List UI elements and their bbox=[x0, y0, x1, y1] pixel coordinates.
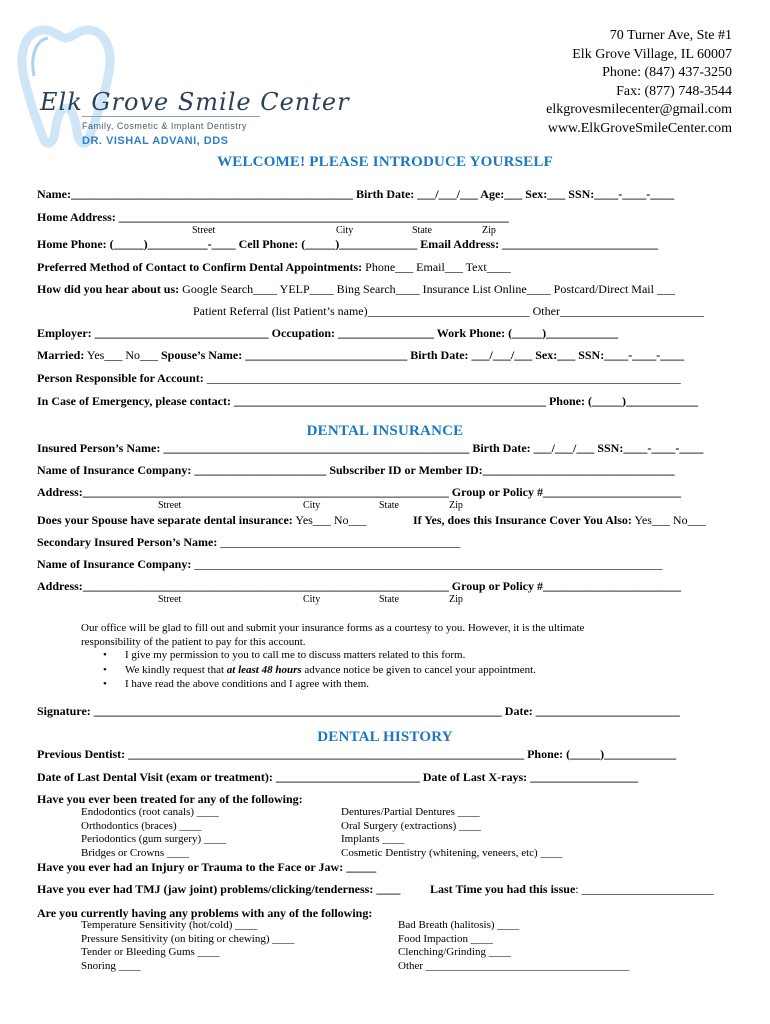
referral-source-row[interactable] bbox=[37, 282, 675, 297]
ins-address2-sublabel-city: City bbox=[303, 594, 321, 605]
ins-address2-sublabel-street: Street bbox=[158, 594, 182, 605]
injury-row[interactable]: Have you ever had an Injury or Trauma to the Face or Jaw: _____ bbox=[37, 860, 377, 874]
bullet2-post: advance notice be given to cancel your appointment. bbox=[301, 663, 536, 676]
contact-method-row[interactable] bbox=[37, 260, 511, 275]
practice-address bbox=[546, 27, 732, 138]
emergency-contact-row[interactable]: In Case of Emergency, please contact: ____________________________________________________ Phone: (_____)____________ bbox=[37, 394, 698, 408]
spouse-insurance-options[interactable]: Yes___ No___ bbox=[292, 513, 367, 527]
address-sublabel-street: Street bbox=[192, 225, 216, 236]
address-sublabel-zip: Zip bbox=[482, 225, 496, 236]
tmj-last-time-label: Last Time you had this issue bbox=[430, 882, 576, 896]
married-options[interactable]: Yes___ No___ bbox=[84, 348, 158, 362]
problems-right-column[interactable] bbox=[398, 919, 629, 973]
responsible-label: Person Responsible for Account: bbox=[37, 371, 204, 385]
secondary-insured-label: Secondary Insured Person’s Name: bbox=[37, 535, 218, 549]
spouse-cover-row[interactable] bbox=[413, 513, 706, 528]
address-email: elkgrovesmilecenter@gmail.com bbox=[546, 102, 732, 117]
tmj-last-time-line[interactable]: : ______________________ bbox=[575, 882, 714, 896]
consent-bullets bbox=[81, 648, 536, 692]
bullet2-emphasis: at least 48 hours bbox=[226, 663, 302, 676]
logo-doctor: DR. VISHAL ADVANI, DDS bbox=[82, 135, 229, 147]
treated-dentures[interactable]: Dentures/Partial Dentures ____ bbox=[341, 806, 480, 818]
ins-address-sublabel-street: Street bbox=[158, 500, 182, 511]
spouse-insurance-question: Does your Spouse have separate dental insurance: bbox=[37, 513, 293, 527]
problem-gums[interactable]: Tender or Bleeding Gums ____ bbox=[81, 946, 220, 958]
insurance-title: DENTAL INSURANCE bbox=[306, 423, 464, 439]
responsible-account-row[interactable] bbox=[37, 371, 681, 386]
tmj-row[interactable]: Have you ever had TMJ (jaw joint) problems/clicking/tenderness: ____ bbox=[37, 882, 401, 896]
address-street: 70 Turner Ave, Ste #1 bbox=[609, 28, 732, 43]
ins-address2-sublabel-state: State bbox=[379, 594, 399, 605]
treated-periodontics[interactable]: Periodontics (gum surgery) ____ bbox=[81, 833, 226, 845]
tmj-last-time-row[interactable] bbox=[430, 882, 714, 897]
logo-divider bbox=[82, 116, 260, 117]
phones-email-row[interactable]: Home Phone: (_____)__________-____ Cell Phone: (_____)_____________ Email Address: __________________________ bbox=[37, 237, 659, 251]
treated-bridges-crowns[interactable]: Bridges or Crowns ____ bbox=[81, 846, 189, 859]
home-address-row[interactable]: Home Address: _________________________________________________________________ bbox=[37, 210, 509, 224]
problems-question: Are you currently having any problems with any of the following: bbox=[37, 906, 373, 920]
insurance-company2-line[interactable]: ______________________________________________________________________________ bbox=[191, 557, 663, 571]
previous-dentist-row[interactable]: Previous Dentist: __________________________________________________________________ Phone: (_____)____________ bbox=[37, 747, 677, 761]
treated-oral-surgery[interactable]: Oral Surgery (extractions) ____ bbox=[341, 819, 482, 832]
consent-bullet-cancel bbox=[81, 663, 536, 678]
insurance-note-line2: responsibility of the patient to pay for this account. bbox=[81, 636, 306, 648]
problem-temperature[interactable]: Temperature Sensitivity (hot/cold) ____ bbox=[81, 919, 258, 931]
problems-left-column[interactable] bbox=[81, 919, 294, 973]
spouse-fields[interactable]: Spouse’s Name: ___________________________ Birth Date: ___/___/___ Sex:___ SSN:____-____-____ bbox=[158, 348, 685, 362]
name-birthdate-row[interactable]: Name:_______________________________________________ Birth Date: ___/___/___ Age:___ Sex:___ SSN:____-____-____ bbox=[37, 187, 675, 201]
address-fax: Fax: (877) 748-3544 bbox=[616, 83, 732, 99]
address-sublabel-state: State bbox=[412, 225, 432, 236]
responsible-line[interactable]: _______________________________________________________________________________ bbox=[203, 371, 681, 385]
problem-snoring[interactable]: Snoring ____ bbox=[81, 959, 141, 972]
spouse-cover-options[interactable]: Yes___ No___ bbox=[631, 513, 706, 527]
problem-bad-breath[interactable]: Bad Breath (halitosis) ____ bbox=[398, 919, 520, 931]
practice-logo bbox=[14, 12, 350, 152]
problem-food-impaction[interactable]: Food Impaction ____ bbox=[398, 932, 493, 945]
address-sublabel-city: City bbox=[336, 225, 354, 236]
ins-address-sublabel-city: City bbox=[303, 500, 321, 511]
referral-source-label: How did you hear about us: bbox=[37, 282, 180, 296]
problem-other[interactable]: Other _____________________________________ bbox=[398, 959, 630, 972]
insurance-address2-row[interactable]: Address:_____________________________________________________________ Group or Policy #_______________________ bbox=[37, 579, 682, 593]
insurance-company2-row[interactable] bbox=[37, 557, 662, 572]
treated-endodontics[interactable]: Endodontics (root canals) ____ bbox=[81, 806, 219, 818]
insurance-company2-label: Name of Insurance Company: bbox=[37, 557, 192, 571]
treated-orthodontics[interactable]: Orthodontics (braces) ____ bbox=[81, 819, 202, 832]
problem-clenching[interactable]: Clenching/Grinding ____ bbox=[398, 946, 511, 958]
insurance-note-line1: Our office will be glad to fill out and submit your insurance forms as a courtesy to you. However, it is the ultimate bbox=[81, 622, 585, 634]
treated-cosmetic[interactable]: Cosmetic Dentistry (whitening, veneers, etc) ____ bbox=[341, 846, 563, 859]
insurance-address-row[interactable]: Address:_____________________________________________________________ Group or Policy #_______________________ bbox=[37, 485, 682, 499]
treated-right-column[interactable] bbox=[341, 806, 562, 860]
employer-row[interactable]: Employer: _____________________________ Occupation: ________________ Work Phone: (_____)____________ bbox=[37, 326, 619, 340]
welcome-title: WELCOME! PLEASE INTRODUCE YOURSELF bbox=[217, 154, 553, 170]
contact-method-label: Preferred Method of Contact to Confirm Dental Appointments: bbox=[37, 260, 363, 274]
logo-tagline: Family, Cosmetic & Implant Dentistry bbox=[82, 121, 247, 131]
tooth-logo-icon bbox=[14, 12, 264, 152]
bullet2-pre: We kindly request that bbox=[125, 663, 227, 676]
address-website: www.ElkGroveSmileCenter.com bbox=[547, 120, 732, 136]
ins-address2-sublabel-zip: Zip bbox=[449, 594, 463, 605]
insurance-note bbox=[81, 621, 584, 649]
secondary-insured-row[interactable] bbox=[37, 535, 460, 550]
treated-question: Have you ever been treated for any of the following: bbox=[37, 792, 303, 806]
insured-person-row[interactable]: Insured Person’s Name: ___________________________________________________ Birth Date: ___/___/___ SSN:____-____-____ bbox=[37, 441, 704, 455]
spouse-cover-question: If Yes, does this Insurance Cover You Also: bbox=[413, 513, 632, 527]
ins-address-sublabel-state: State bbox=[379, 500, 399, 511]
treated-left-column[interactable] bbox=[81, 806, 226, 860]
contact-method-options[interactable]: Phone___ Email___ Text____ bbox=[362, 260, 511, 274]
consent-bullet-permission: • I give my permission to you to call me to discuss matters related to this form. bbox=[81, 648, 536, 663]
spouse-insurance-row[interactable] bbox=[37, 513, 366, 528]
married-spouse-row[interactable] bbox=[37, 348, 684, 363]
patient-referral-row[interactable]: Patient Referral (list Patient’s name)___________________________ Other________________________ bbox=[193, 304, 704, 318]
address-city: Elk Grove Village, IL 60007 bbox=[572, 46, 732, 62]
insurance-company-row[interactable]: Name of Insurance Company: ______________________ Subscriber ID or Member ID:________________________________ bbox=[37, 463, 675, 477]
last-visit-row[interactable]: Date of Last Dental Visit (exam or treatment): ________________________ Date of Last X-rays: __________________ bbox=[37, 770, 639, 784]
problem-pressure[interactable]: Pressure Sensitivity (on biting or chewing) ____ bbox=[81, 932, 295, 945]
address-phone: Phone: (847) 437-3250 bbox=[602, 65, 732, 80]
secondary-insured-line[interactable]: ________________________________________ bbox=[217, 535, 461, 549]
signature-row[interactable]: Signature: ____________________________________________________________________ Date: ________________________ bbox=[37, 704, 680, 718]
consent-bullet-agree: • I have read the above conditions and I agree with them. bbox=[81, 677, 536, 692]
ins-address-sublabel-zip: Zip bbox=[449, 500, 463, 511]
married-label: Married: bbox=[37, 348, 85, 362]
referral-source-options[interactable]: Google Search____ YELP____ Bing Search____ Insurance List Online____ Postcard/Direct Mail ___ bbox=[179, 282, 675, 296]
treated-implants[interactable]: Implants ____ bbox=[341, 833, 405, 845]
logo-title: Elk Grove Smile Center bbox=[40, 88, 350, 116]
history-title: DENTAL HISTORY bbox=[317, 729, 453, 745]
